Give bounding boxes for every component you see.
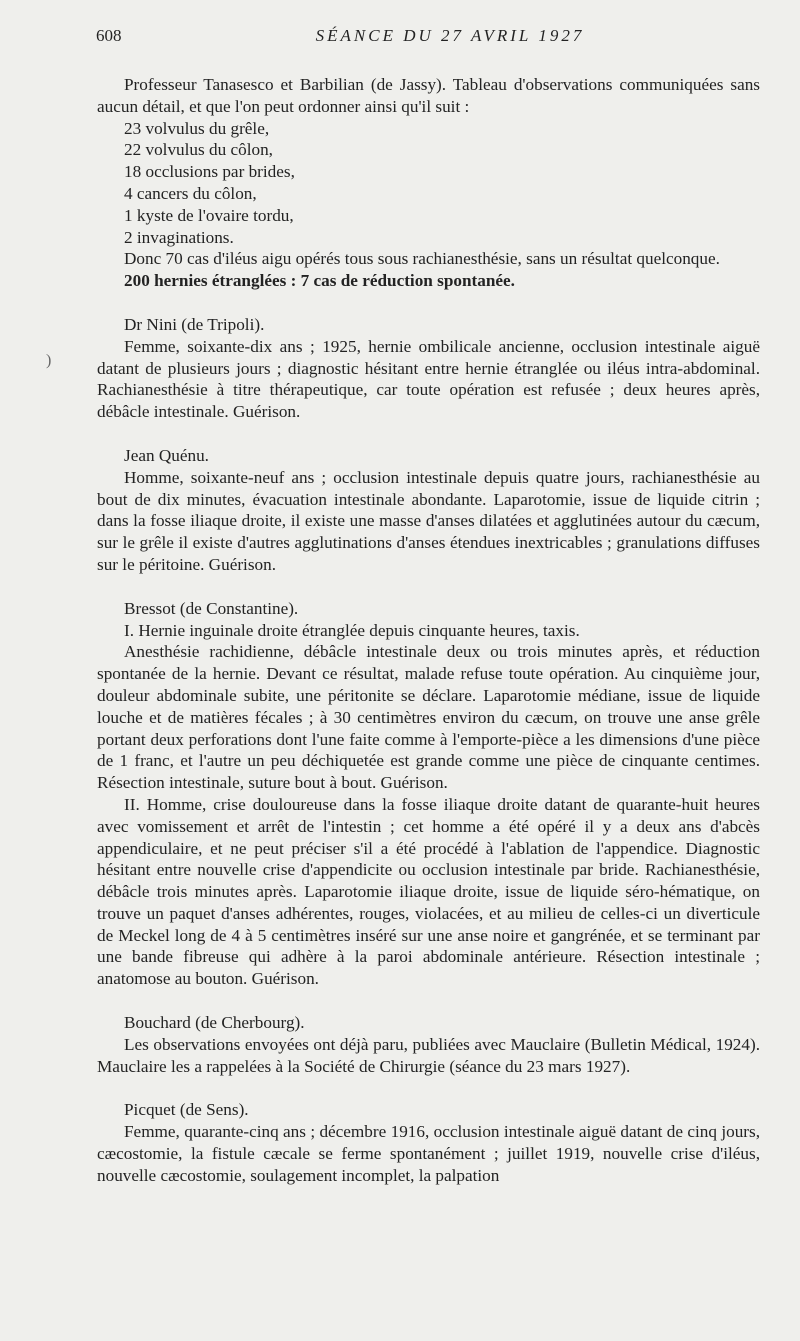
margin-mark: ) [46,352,52,369]
section-heading: Bressot (de Constantine). [124,598,299,618]
list-item: 4 cancers du côlon, [124,183,257,203]
list-item: 1 kyste de l'ovaire tordu, [124,205,294,225]
paragraph: Femme, quarante-cinq ans ; décembre 1916, occlusion intestinale aiguë datant de cinq jours, cæcostomie, la fistule cæcale se ferme spontanément ; juillet 1919, nouvelle crise d'iléus, nouvelle cæcostomie, soulagement incomplet, la palpation [97,1122,760,1185]
list-item: 22 volvulus du côlon, [124,140,273,160]
section-heading: Jean Quénu. [124,445,209,465]
paragraph: Homme, soixante-neuf ans ; occlusion intestinale depuis quatre jours, rachianesthésie au bout de dix minutes, évacuation intestinale abondante. Laparotomie, issue de liquide citrin ; dans la fosse iliaque droite, il existe une masse d'anses dilatées et agglutinées autour du cæcum, sur le grêle il existe d'autres agglutinations d'anses étendues inextricables ; granulations diffuses sur le péritoine. Guérison. [97,467,760,574]
paragraph: 200 hernies étranglées : 7 cas de réduction spontanée. [124,271,515,291]
paragraph: I. Hernie inguinale droite étranglée depuis cinquante heures, taxis. [124,620,580,640]
section-heading: Bouchard (de Cherbourg). [124,1013,305,1033]
page-number: 608 [96,26,122,45]
paragraph: Donc 70 cas d'iléus aigu opérés tous sous rachianesthésie, sans un résultat quelconque. [124,249,720,269]
paragraph: Professeur Tanasesco et Barbilian (de Jassy). Tableau d'observations communiquées sans aucun détail, et que l'on peut ordonner ainsi qu'il suit : [97,75,760,116]
section-heading: Picquet (de Sens). [124,1100,249,1120]
running-header [96,26,764,50]
section-heading: Dr Nini (de Tripoli). [124,314,265,334]
paragraph: Les observations envoyées ont déjà paru, publiées avec Mauclaire (Bulletin Médical, 1924). Mauclaire les a rappelées à la Société de Chirurgie (séance du 23 mars 1927). [97,1034,760,1076]
body-text [97,74,760,1187]
paragraph: Femme, soixante-dix ans ; 1925, hernie ombilicale ancienne, occlusion intestinale aiguë datant de plusieurs jours ; diagnostic hésitant entre hernie étranglée ou iléus intra-abdominal. Rachianesthésie à titre thérapeutique, car toute opération est refusée ; deux heures après, débâcle intestinale. Guérison. [97,336,760,422]
list-item: 23 volvulus du grêle, [124,118,270,138]
list-item: 18 occlusions par brides, [124,162,295,182]
paragraph: II. Homme, crise douloureuse dans la fosse iliaque droite datant de quarante-huit heures avec vomissement et arrêt de l'intestin ; cet homme a été opéré il y a deux ans d'abcès appendiculaire, et ne peut préciser s'il a été procédé à l'ablation de l'appendice. Diagnostic hésitant entre nouvelle crise d'appendicite ou occlusion intestinale par bride. Rachianesthésie, débâcle trois minutes après. Laparotomie iliaque droite, issue de liquide séro-hématique, on trouve un paquet d'anses adhérentes, rouges, violacées, et au milieu de celles-ci un diverticule de Meckel long de 4 à 5 centimètres inséré sur une anse noire et gangrénée, et se terminant par une bande fibreuse qui adhère à la paroi abdominale antérieure. Résection intestinale ; anatomose au bouton. Guérison. [97,794,760,989]
paragraph: Anesthésie rachidienne, débâcle intestinale deux ou trois minutes après, et réduction spontanée de la hernie. Devant ce résultat, malade refuse toute opération. Au cinquième jour, douleur abdominale subite, une péritonite se déclare. Laparotomie médiane, issue de liquide louche et de matières fécales ; à 30 centimètres environ du cæcum, on trouve une anse grêle portant deux perforations dont l'une faite comme à l'emporte-pièce a les dimensions d'une pièce de 1 franc, et l'autre un peu déchiquetée est grande comme une pièce de cinquante centimes. Résection intestinale, suture bout à bout. Guérison. [97,642,760,793]
journal-title: SÉANCE DU 27 AVRIL 1927 [315,26,585,45]
list-item: 2 invaginations. [124,227,234,247]
